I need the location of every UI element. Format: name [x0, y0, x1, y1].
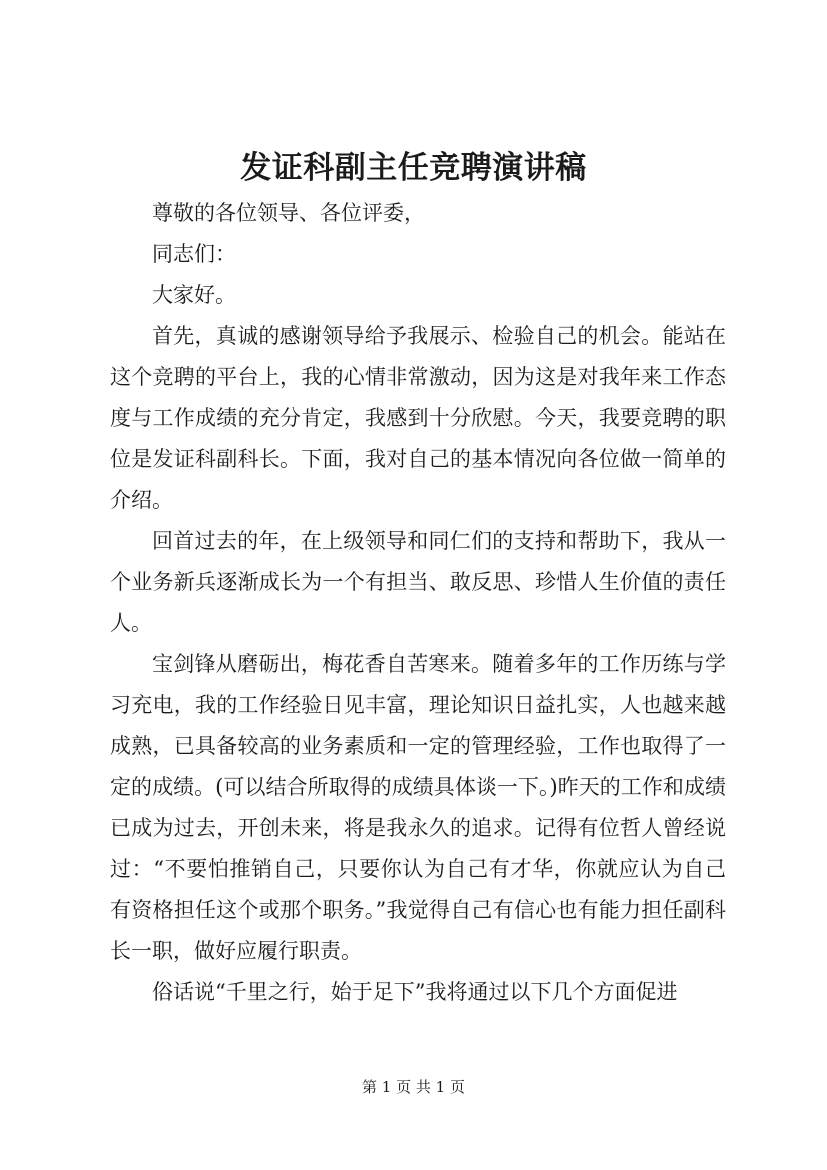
- body-paragraph: 回首过去的年，在上级领导和同仁们的支持和帮助下，我从一个业务新兵逐渐成长为一个有担当、敢反思、珍惜人生价值的责任人。: [110, 529, 726, 635]
- body-paragraph: 宝剑锋从磨砺出，梅花香自苦寒来。随着多年的工作历练与学习充电，我的工作经验日见丰富，理论知识日益扎实，人也越来越成熟，已具备较高的业务素质和一定的管理经验，工作也取得了一定的成绩。(可以结合所取得的成绩具体谈一下。)昨天的工作和成绩已成为过去，开创未来，将是我永久的追求。记得有位哲人曾经说过：“不要怕推销自己，只要你认为自己有才华，你就应认为自己有资格担任这个或那个职务。”我觉得自己有信心也有能力担任副科长一职，做好应履行职责。: [110, 652, 726, 963]
- document-body: [110, 193, 726, 1013]
- document-title: 发证科副主任竞聘演讲稿: [240, 150, 587, 186]
- salutation-line: 尊敬的各位领导、各位评委，: [152, 201, 425, 225]
- body-paragraph: 首先，真诚的感谢领导给予我展示、检验自己的机会。能站在这个竞聘的平台上，我的心情非常激动，因为这是对我年来工作态度与工作成绩的充分肯定，我感到十分欣慰。今天，我要竞聘的职位是发证科副科长。下面，我对自己的基本情况向各位做一简单的介绍。: [110, 324, 726, 512]
- body-paragraph: 俗话说“千里之行，始于足下”我将通过以下几个方面促进: [152, 980, 678, 1004]
- salutation-line: 同志们：: [152, 242, 236, 266]
- greeting-line: 大家好。: [152, 283, 236, 307]
- page-number-footer: 第 1 页 共 1 页: [362, 1078, 465, 1096]
